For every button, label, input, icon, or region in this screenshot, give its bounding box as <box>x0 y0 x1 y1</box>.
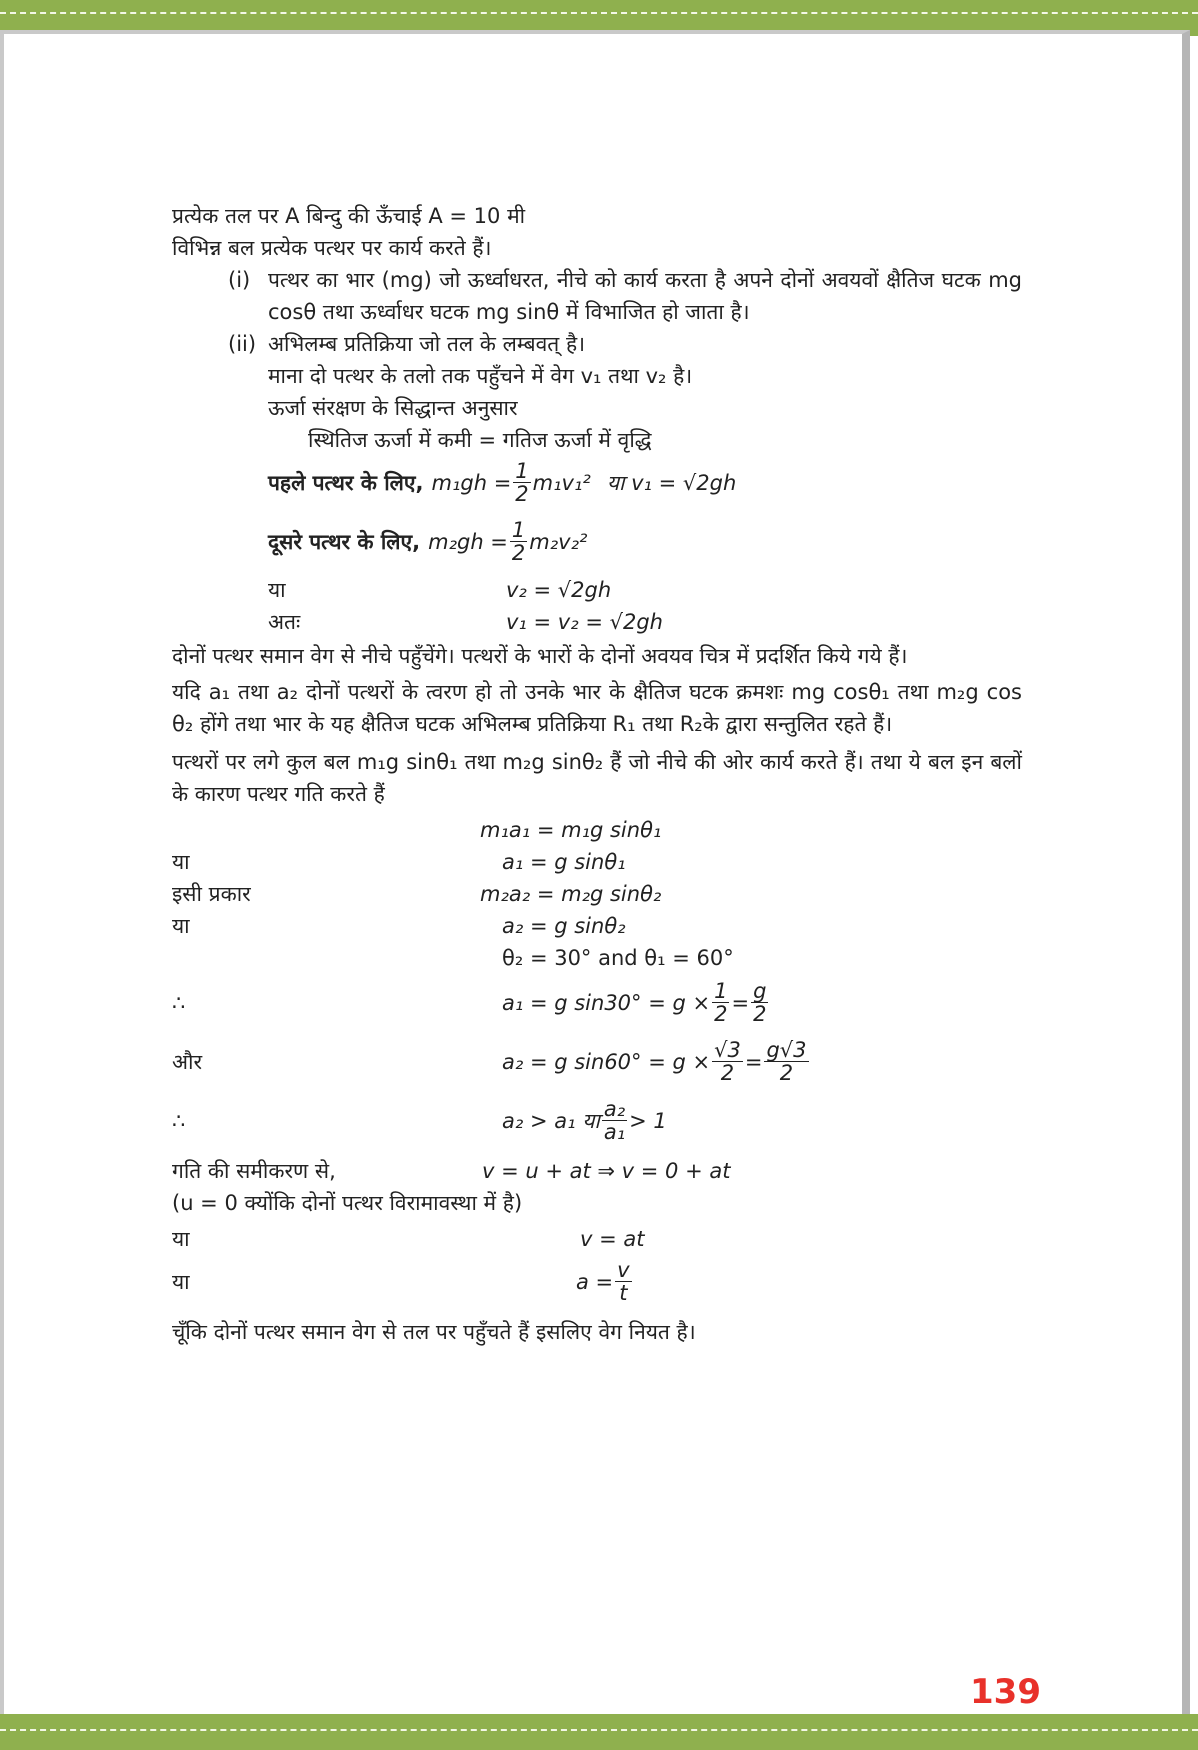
bottom-dashed-line <box>0 1729 1198 1731</box>
list-item <box>228 264 1022 328</box>
equation-row <box>268 519 1022 564</box>
denominator: t <box>619 1281 628 1305</box>
equation-label: अतः <box>268 610 301 634</box>
bottom-border-band <box>0 1714 1198 1750</box>
text-line: ऊर्जा संरक्षण के सिद्धान्त अनुसार <box>268 396 518 420</box>
denominator: 2 <box>779 1061 794 1085</box>
list-number: (i) <box>228 268 251 292</box>
text-line: विभिन्न बल प्रत्येक पत्थर पर कार्य करते हैं। <box>172 236 492 260</box>
equation-row <box>172 910 1022 942</box>
equation-label: इसी प्रकार <box>172 882 251 906</box>
text-line: प्रत्येक तल पर A बिन्दु की ऊँचाई A = 10 मी <box>172 204 526 228</box>
numerator: 1 <box>714 979 728 1003</box>
equation-label: गति की समीकरण से, <box>172 1159 336 1183</box>
fraction <box>510 519 527 564</box>
equation-label: या <box>172 914 190 938</box>
list-item <box>228 328 1022 360</box>
equation: m₁v₁² <box>532 470 591 495</box>
equation-row <box>268 574 1022 606</box>
numerator: g <box>753 979 767 1003</box>
paragraph: यदि a₁ तथा a₂ दोनों पत्थरों के त्वरण हो तो उनके भार के क्षैतिज घटक क्रमशः mg cosθ₁ तथा m₂g cos θ₂ होंगे तथा भार के यह क्षैतिज घटक अभिलम्ब प्रतिक्रिया R₁ तथा R₂के द्वारा सन्तुलित रहते हैं। <box>172 680 1022 736</box>
denominator: 2 <box>714 1002 728 1026</box>
equation: m₁a₁ = m₁g sinθ₁ <box>480 818 662 842</box>
note-line: (u = 0 क्योंकि दोनों पत्थर विरामावस्था में है) <box>172 1191 523 1215</box>
equation-label: या <box>268 578 286 602</box>
denominator: 2 <box>720 1061 735 1085</box>
top-dashed-line <box>0 12 1198 14</box>
equation-row <box>172 942 1022 974</box>
equation: a₂ = g sin60° = g × <box>502 1049 711 1074</box>
equation: m₁gh = <box>431 470 512 495</box>
equation-row <box>172 846 1022 878</box>
fraction <box>513 460 530 505</box>
equation-row <box>172 1259 1022 1304</box>
list-text: पत्थर का भार (mg) जो ऊर्ध्वाधरत, नीचे को कार्य करता है अपने दोनों अवयवों क्षैतिज घटक mg cosθ तथा ऊर्ध्वाधर घटक mg sinθ में विभाजित हो जाता है। <box>268 268 1022 324</box>
equation-row <box>268 460 1022 505</box>
fraction <box>764 1039 808 1084</box>
denominator: 2 <box>753 1002 767 1026</box>
denominator: 2 <box>511 541 526 565</box>
equation-label: और <box>172 1049 203 1074</box>
text-line: चूँकि दोनों पत्थर समान वेग से तल पर पहुँचते हैं इसलिए वेग नियत है। <box>172 1320 696 1344</box>
equation-row <box>172 1223 1022 1255</box>
numerator: a₂ <box>603 1097 626 1121</box>
denominator: 2 <box>515 482 529 506</box>
equation-row: ∴ a₁ = g sin30° = g × $\frac{1}{2}$ = $\frac{g}{2}$ <box>172 979 767 1026</box>
equation-label: या <box>172 1269 190 1294</box>
list-number: (ii) <box>228 332 257 356</box>
equation-label: दूसरे पत्थर के लिए, <box>268 529 421 554</box>
equation-row <box>172 878 1022 910</box>
equation-label: या <box>172 1227 190 1251</box>
equation: v = u + at ⇒ v = 0 + at <box>482 1159 731 1183</box>
equation: m₂v₂² <box>529 529 588 554</box>
fraction <box>712 980 729 1025</box>
list-text: अभिलम्ब प्रतिक्रिया जो तल के लम्बवत् है। <box>268 332 586 356</box>
equation-row <box>268 606 1022 638</box>
equation: a₂ > a₁ या <box>502 1108 600 1133</box>
equation: v₁ = v₂ = √2gh <box>506 610 663 634</box>
equation: a₁ = g sinθ₁ <box>502 850 626 874</box>
paragraph: दोनों पत्थर समान वेग से नीचे पहुँचेंगे। पत्थरों के भारों के दोनों अवयव चित्र में प्रदर्शित किये गये हैं। <box>172 644 908 668</box>
numerator: √3 <box>714 1038 741 1062</box>
equation: a₁ = g sin30° = g × <box>502 990 711 1015</box>
equation-row <box>172 1098 1022 1143</box>
page-content <box>172 200 1022 1348</box>
numerator: 1 <box>511 518 526 542</box>
fraction <box>751 980 768 1025</box>
equation: m₂a₂ = m₂g sinθ₂ <box>480 882 662 906</box>
paragraph: पत्थरों पर लगे कुल बल m₁g sinθ₁ तथा m₂g sinθ₂ हैं जो नीचे की ओर कार्य करते हैं। तथा ये बल इन बलों के कारण पत्थर गति करते हैं <box>172 750 1022 806</box>
fraction <box>712 1039 743 1084</box>
equation: m₂gh = <box>428 529 508 554</box>
equation-row <box>172 814 1022 846</box>
text-line: स्थितिज ऊर्जा में कमी = गतिज ऊर्जा में वृद्धि <box>308 428 652 452</box>
equation: या v₁ = √2gh <box>606 470 737 495</box>
equation-label: पहले पत्थर के लिए, <box>268 470 424 495</box>
equation: > 1 <box>629 1108 667 1133</box>
equation-row: और a₂ = g sin60° = g × $\frac{√3}{2}$ = $\frac{g√3}{2}$ <box>172 1038 807 1085</box>
equation-label: या <box>172 850 190 874</box>
numerator: g√3 <box>766 1038 807 1062</box>
therefore-symbol: ∴ <box>172 1108 186 1133</box>
equation: θ₂ = 30° and θ₁ = 60° <box>502 946 734 970</box>
denominator: a₁ <box>603 1120 626 1144</box>
equation: a = <box>576 1269 614 1294</box>
fraction <box>602 1098 627 1143</box>
numerator: v <box>617 1258 630 1282</box>
therefore-symbol: ∴ <box>172 990 186 1015</box>
equation: v = at <box>580 1227 645 1251</box>
page-number: 139 <box>970 1672 1041 1712</box>
equation-row <box>172 1155 1022 1187</box>
text-line: माना दो पत्थर के तलो तक पहुँचने में वेग v₁ तथा v₂ है। <box>268 364 693 388</box>
numerator: 1 <box>515 459 529 483</box>
fraction <box>615 1259 631 1304</box>
equation: a₂ = g sinθ₂ <box>502 914 626 938</box>
equation: v₂ = √2gh <box>506 578 612 602</box>
